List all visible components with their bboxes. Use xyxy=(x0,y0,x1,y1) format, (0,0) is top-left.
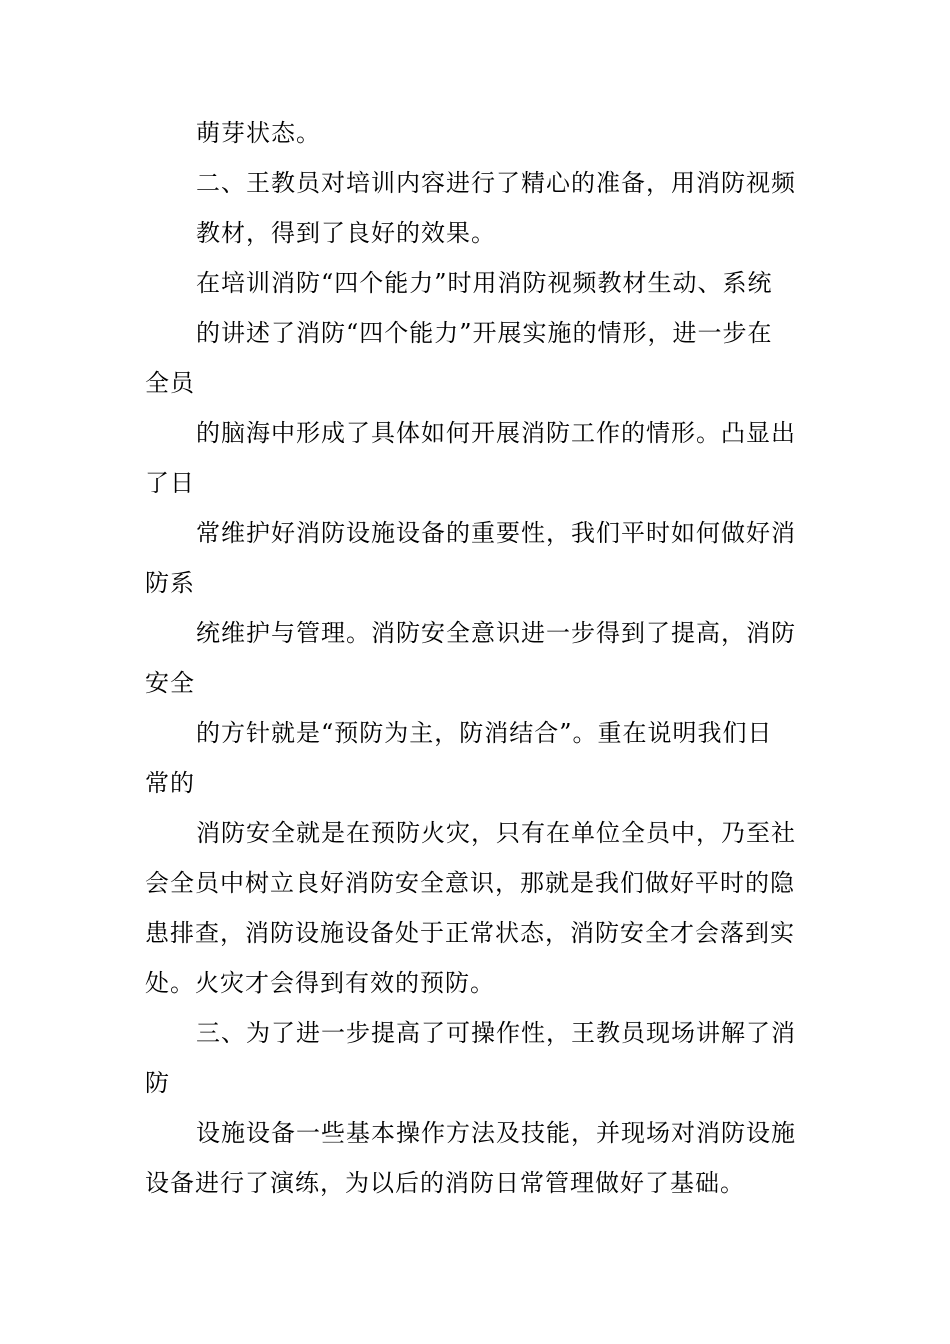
text-line: 患排查，消防设施设备处于正常状态，消防安全才会落到实 xyxy=(145,919,795,947)
text-line: 会全员中树立良好消防安全意识，那就是我们做好平时的隐 xyxy=(145,869,795,897)
text-line: 在培训消防“四个能力”时用消防视频教材生动、系统 xyxy=(196,269,773,297)
text-line: 常维护好消防设施设备的重要性，我们平时如何做好消 xyxy=(196,519,796,547)
text-line: 防 xyxy=(145,1069,170,1097)
text-line: 设施设备一些基本操作方法及技能，并现场对消防设施 xyxy=(196,1119,796,1147)
text-line: 全员 xyxy=(145,369,195,397)
text-line: 的讲述了消防“四个能力”开展实施的情形，进一步在 xyxy=(196,319,773,347)
text-line: 二、王教员对培训内容进行了精心的准备，用消防视频 xyxy=(196,169,796,197)
text-line: 了日 xyxy=(145,469,195,497)
text-line: 统维护与管理。消防安全意识进一步得到了提高，消防 xyxy=(196,619,796,647)
text-line: 处。火灾才会得到有效的预防。 xyxy=(145,969,495,997)
text-line: 消防安全就是在预防火灾，只有在单位全员中，乃至社 xyxy=(196,819,796,847)
text-line: 的脑海中形成了具体如何开展消防工作的情形。凸显出 xyxy=(196,419,796,447)
text-line: 设备进行了演练，为以后的消防日常管理做好了基础。 xyxy=(145,1169,745,1197)
text-line: 萌芽状态。 xyxy=(196,119,321,147)
text-line: 常的 xyxy=(145,769,195,797)
text-line: 安全 xyxy=(145,669,195,697)
text-line: 三、为了进一步提高了可操作性，王教员现场讲解了消 xyxy=(196,1019,796,1047)
text-line: 防系 xyxy=(145,569,195,597)
text-line: 教材，得到了良好的效果。 xyxy=(196,219,496,247)
text-line: 的方针就是“预防为主，防消结合”。重在说明我们日 xyxy=(196,719,773,747)
